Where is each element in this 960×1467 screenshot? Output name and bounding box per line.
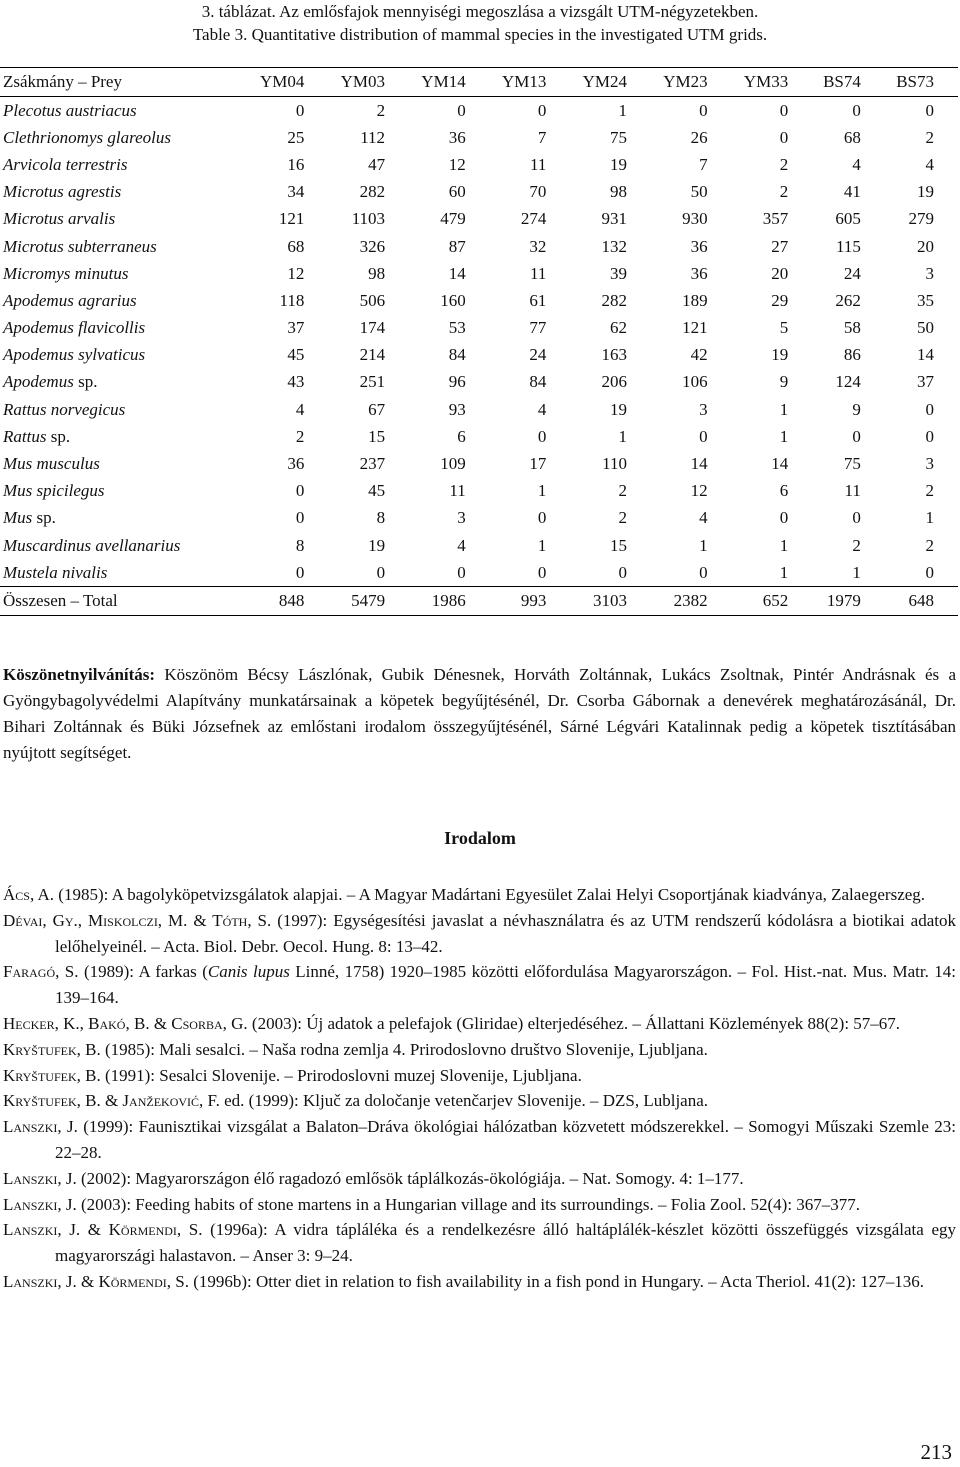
count-cell: 2: [295, 426, 305, 446]
table-header-row: [0, 68, 958, 97]
reference-authors: Lanszki, J.: [3, 1168, 77, 1188]
reference-entry: [3, 1011, 956, 1037]
count-cell: 1103: [351, 209, 386, 229]
total-cell: 1979: [810, 587, 883, 615]
count-cell: 0: [376, 562, 386, 582]
count-cell: 34: [287, 182, 305, 202]
count-cell: 0: [295, 100, 305, 120]
count-cell: 0: [537, 426, 547, 446]
count-cell: 5: [779, 318, 789, 338]
count-cell: 2: [618, 508, 627, 528]
table-row: [0, 260, 958, 287]
count-cell: 12: [690, 481, 708, 501]
count-cell: 12: [287, 263, 305, 283]
reference-text: (2003): Új adatok a pelefajok (Gliridae) elterjedéséhez. – Állattani Közlemények 88(2): 57–67.: [247, 1013, 901, 1033]
references-list: [3, 882, 956, 1295]
reference-authors: Lanszki, J.: [3, 1117, 78, 1137]
table-caption-hungarian: 3. táblázat. Az emlősfajok mennyiségi megoszlása a vizsgált UTM-négyzetekben.: [201, 2, 759, 21]
count-cell: 35: [917, 290, 934, 310]
reference-entry: [3, 1166, 956, 1192]
count-cell: 14: [771, 454, 789, 474]
table-row: [0, 233, 958, 260]
total-cell: 993: [488, 587, 569, 615]
species-name-text: Microtus agrestis: [3, 182, 122, 202]
reference-entry: [3, 959, 956, 1011]
count-cell: 41: [843, 182, 861, 202]
species-name-text: Mus: [3, 508, 33, 528]
references-heading: Irodalom: [444, 828, 516, 848]
count-cell: 0: [295, 562, 305, 582]
count-cell: 0: [779, 127, 789, 147]
count-cell: 24: [843, 263, 861, 283]
count-cell: 1: [618, 426, 627, 446]
count-cell: 98: [368, 263, 386, 283]
count-cell: 3: [457, 508, 466, 528]
count-cell: 115: [836, 236, 861, 256]
reference-text: (1985): Mali sesalci. – Naša rodna zemlja 4. Prirodoslovno društvo Slovenije, Ljubljana.: [100, 1039, 708, 1059]
reference-authors: Faragó, S.: [3, 962, 79, 982]
total-cell: 652: [730, 587, 811, 615]
reference-authors: Lanszki, J.: [3, 1194, 77, 1214]
count-cell: 0: [457, 562, 466, 582]
count-cell: 0: [699, 100, 708, 120]
count-cell: 0: [537, 562, 547, 582]
count-cell: 279: [908, 209, 934, 229]
count-cell: 58: [843, 318, 861, 338]
acknowledgement-label: Köszönetnyilvánítás:: [3, 665, 156, 684]
count-cell: 0: [925, 100, 934, 120]
count-cell: 0: [779, 508, 789, 528]
reference-authors: Kryštufek, B.: [3, 1039, 101, 1059]
count-cell: 4: [925, 154, 934, 174]
count-cell: 19: [917, 182, 934, 202]
species-name: [0, 369, 246, 396]
count-cell: 27: [771, 236, 789, 256]
count-cell: 17: [529, 454, 547, 474]
species-name-text: Rattus norvegicus: [3, 399, 126, 419]
count-cell: 26: [690, 127, 708, 147]
count-cell: 25: [287, 127, 305, 147]
column-header-grid: YM03: [326, 68, 407, 97]
table-row: [0, 369, 958, 396]
count-cell: 45: [287, 345, 305, 365]
count-cell: 2: [376, 100, 386, 120]
count-cell: 0: [618, 562, 627, 582]
species-name: [0, 532, 246, 559]
count-cell: 206: [601, 372, 627, 392]
count-cell: 2: [779, 154, 789, 174]
count-cell: 11: [529, 263, 547, 283]
count-cell: 96: [448, 372, 466, 392]
reference-entry: [3, 1088, 956, 1114]
reference-text: (2002): Magyarországon élő ragadozó emlősök táplálkozás-ökológiája. – Nat. Somogy. 4: 1–177.: [76, 1168, 744, 1188]
count-cell: 1: [537, 481, 547, 501]
reference-text: (1996a): A vidra tápláléka és a rendelkezésre álló haltáplálék-készlet közötti összefüggés vizsgálata egy magyarországi halastavon. – Anser 3: 9–24.: [55, 1220, 956, 1266]
table-row: [0, 559, 958, 587]
count-cell: 0: [925, 426, 934, 446]
reference-text: (1985): A bagolyköpetvizsgálatok alapjai. – A Magyar Madártani Egyesület Zalai Helyi Csoportjának kiadványa, Zalaegerszeg.: [54, 885, 926, 904]
count-cell: 0: [925, 562, 934, 582]
count-cell: 93: [448, 399, 466, 419]
table-row: [0, 124, 958, 151]
count-cell: 6: [457, 426, 466, 446]
count-cell: 0: [925, 399, 934, 419]
count-cell: 124: [835, 372, 861, 392]
species-name-text: Plecotus austriacus: [3, 100, 137, 120]
species-suffix: sp.: [46, 426, 71, 446]
total-cell: 648: [883, 587, 958, 615]
count-cell: 50: [690, 182, 708, 202]
count-cell: 0: [699, 426, 708, 446]
count-cell: 68: [287, 236, 305, 256]
count-cell: 251: [359, 372, 386, 392]
count-cell: 479: [440, 209, 466, 229]
reference-text: (1989): A farkas (: [78, 962, 208, 982]
count-cell: 282: [359, 182, 386, 202]
count-cell: 1: [699, 535, 708, 555]
species-name-text: Mustela nivalis: [3, 562, 108, 582]
count-cell: 62: [609, 318, 627, 338]
count-cell: 163: [601, 345, 627, 365]
count-cell: 506: [359, 290, 386, 310]
reference-authors: Dévai, Gy., Miskolczi, M. & Tóth, S.: [3, 910, 272, 930]
species-name-text: Mus spicilegus: [3, 481, 105, 501]
table-body: [0, 97, 958, 616]
species-name: [0, 315, 246, 342]
page-number: 213: [920, 1440, 952, 1464]
count-cell: 98: [609, 182, 627, 202]
reference-authors: Ács, A.: [3, 885, 55, 904]
count-cell: 60: [448, 182, 466, 202]
count-cell: 19: [771, 345, 789, 365]
reference-entry: [3, 908, 956, 960]
column-header-grid: YM33: [730, 68, 811, 97]
reference-entry: [3, 1063, 956, 1089]
count-cell: 84: [529, 372, 547, 392]
column-header-grid: YM14: [407, 68, 488, 97]
count-cell: 19: [368, 535, 386, 555]
reference-entry: [3, 1192, 956, 1218]
count-cell: 2: [779, 182, 789, 202]
count-cell: 20: [917, 236, 934, 256]
count-cell: 37: [917, 372, 934, 392]
reference-text: ed. (1999): Ključ za določanje vetenčarjev Slovenije. – DZS, Lubljana.: [219, 1091, 709, 1111]
count-cell: 1: [779, 426, 789, 446]
count-cell: 75: [609, 127, 627, 147]
column-header-prey: Zsákmány – Prey: [0, 68, 246, 97]
reference-authors: Kryštufek, B. & Janžeković, F.: [3, 1091, 220, 1111]
reference-authors: Kryštufek, B.: [3, 1065, 101, 1085]
count-cell: 9: [779, 372, 789, 392]
reference-text: (1991): Sesalci Slovenije. – Prirodoslovni muzej Slovenije, Ljubljana.: [100, 1065, 582, 1085]
table-row: [0, 423, 958, 450]
species-name-text: Muscardinus avellanarius: [3, 535, 181, 555]
count-cell: 14: [690, 454, 708, 474]
reference-entry: [3, 1037, 956, 1063]
species-name: [0, 206, 246, 233]
species-name-text: Apodemus flavicollis: [3, 318, 146, 338]
count-cell: 1: [852, 562, 861, 582]
count-cell: 0: [852, 100, 861, 120]
count-cell: 174: [359, 318, 386, 338]
table-row: [0, 396, 958, 423]
count-cell: 50: [917, 318, 934, 338]
species-name: [0, 505, 246, 532]
species-name-text: Microtus arvalis: [3, 209, 116, 229]
species-name-text: Apodemus agrarius: [3, 290, 137, 310]
table-row: [0, 151, 958, 178]
count-cell: 36: [690, 236, 708, 256]
species-name: [0, 233, 246, 260]
count-cell: 84: [448, 345, 466, 365]
species-name: [0, 342, 246, 369]
count-cell: 19: [609, 154, 627, 174]
count-cell: 15: [368, 426, 386, 446]
reference-text: (1996b): Otter diet in relation to fish availability in a fish pond in Hungary. – Acta Theriol. 41(2): 127–136.: [188, 1271, 925, 1291]
count-cell: 20: [771, 263, 789, 283]
table-row: [0, 478, 958, 505]
total-cell: 2382: [649, 587, 730, 615]
species-name: [0, 396, 246, 423]
reference-text: (1999): Faunisztikai vizsgálat a Balaton–Dráva ökológiai hálózatban közvetett módszerekkel. – Somogyi Műszaki Szemle 23: 22–28.: [55, 1117, 957, 1162]
count-cell: 68: [843, 127, 861, 147]
count-cell: 1: [537, 535, 547, 555]
count-cell: 1: [925, 508, 934, 528]
column-header-grid: YM24: [568, 68, 649, 97]
table-row: [0, 97, 958, 125]
count-cell: 24: [529, 345, 547, 365]
count-cell: 75: [843, 454, 861, 474]
count-cell: 605: [835, 209, 861, 229]
count-cell: 3: [925, 454, 934, 474]
species-name-text: Arvicola terrestris: [3, 154, 128, 174]
reference-authors: Lanszki, J. & Körmendi, S.: [3, 1220, 203, 1240]
count-cell: 3: [925, 263, 934, 283]
count-cell: 86: [843, 345, 861, 365]
count-cell: 47: [368, 154, 386, 174]
count-cell: 2: [618, 481, 627, 501]
count-cell: 87: [448, 236, 466, 256]
table-row: [0, 287, 958, 314]
count-cell: 16: [287, 154, 305, 174]
count-cell: 61: [529, 290, 547, 310]
count-cell: 1: [779, 535, 789, 555]
count-cell: 4: [295, 399, 305, 419]
acknowledgement-paragraph: [3, 662, 956, 766]
count-cell: 8: [295, 535, 305, 555]
count-cell: 282: [601, 290, 627, 310]
column-header-grid: BS74: [810, 68, 883, 97]
count-cell: 11: [529, 154, 547, 174]
count-cell: 121: [278, 209, 305, 229]
count-cell: 4: [699, 508, 708, 528]
count-cell: 12: [448, 154, 466, 174]
species-name-text: Apodemus: [3, 372, 74, 392]
count-cell: 9: [852, 399, 861, 419]
species-name: [0, 97, 246, 125]
count-cell: 118: [279, 290, 305, 310]
count-cell: 160: [440, 290, 466, 310]
species-name: [0, 260, 246, 287]
table-row: [0, 179, 958, 206]
count-cell: 262: [835, 290, 861, 310]
column-header-grid: BS73: [883, 68, 958, 97]
count-cell: 0: [295, 481, 305, 501]
count-cell: 8: [376, 508, 386, 528]
count-cell: 112: [360, 127, 386, 147]
count-cell: 2: [852, 535, 861, 555]
table-row: [0, 315, 958, 342]
count-cell: 45: [368, 481, 386, 501]
acknowledgement-text: Köszönöm Bécsy Lászlónak, Gubik Dénesnek, Horváth Zoltánnak, Lukács Zsoltnak, Pintér Andrásnak és a Gyöngybagolyvédelmi Alapítvány munkatársainak a köpetek begyűjtésénél, Dr. Csorba Gábornak a denevérek meghatározásánál, Dr. Bihari Zoltánnak és Büki Józsefnek az emlőstani irodalom összegyűjtésénél, Sárné Légvári Katalinnak pedig a köpetek tisztításában nyújtott segítséget.: [3, 665, 956, 762]
species-suffix: sp.: [73, 372, 98, 392]
species-name: [0, 559, 246, 587]
count-cell: 36: [690, 263, 708, 283]
total-cell: 848: [246, 587, 327, 615]
count-cell: 6: [779, 481, 789, 501]
count-cell: 1: [779, 399, 789, 419]
species-name-text: Microtus subterraneus: [3, 236, 157, 256]
count-cell: 237: [359, 454, 386, 474]
table-row: [0, 505, 958, 532]
count-cell: 42: [690, 345, 708, 365]
count-cell: 7: [699, 154, 708, 174]
table-row: [0, 206, 958, 233]
species-name-text: Clethrionomys glareolus: [3, 127, 171, 147]
count-cell: 3: [699, 399, 708, 419]
total-label: Összesen – Total: [0, 587, 246, 615]
count-cell: 43: [287, 372, 305, 392]
total-cell: 1986: [407, 587, 488, 615]
table-row: [0, 342, 958, 369]
table-row: [0, 450, 958, 477]
count-cell: 36: [287, 454, 305, 474]
species-name: [0, 124, 246, 151]
count-cell: 37: [287, 318, 305, 338]
table-caption-english: Table 3. Quantitative distribution of mammal species in the investigated UTM grids.: [192, 25, 768, 44]
column-header-grid: YM04: [246, 68, 327, 97]
total-row: [0, 587, 958, 615]
count-cell: 7: [537, 127, 547, 147]
count-cell: 29: [771, 290, 789, 310]
count-cell: 39: [609, 263, 627, 283]
species-name: [0, 423, 246, 450]
count-cell: 0: [457, 100, 466, 120]
species-name: [0, 179, 246, 206]
count-cell: 1: [618, 100, 627, 120]
reference-authors: Lanszki, J. & Körmendi, S.: [3, 1271, 189, 1291]
count-cell: 0: [537, 508, 547, 528]
species-name: [0, 287, 246, 314]
count-cell: 0: [537, 100, 547, 120]
column-header-grid: YM23: [649, 68, 730, 97]
count-cell: 189: [682, 290, 708, 310]
species-name: [0, 151, 246, 178]
count-cell: 77: [529, 318, 547, 338]
count-cell: 4: [537, 399, 547, 419]
count-cell: 11: [844, 481, 861, 501]
count-cell: 4: [457, 535, 466, 555]
reference-entry: [3, 1217, 956, 1269]
count-cell: 53: [448, 318, 466, 338]
count-cell: 36: [448, 127, 466, 147]
count-cell: 357: [762, 209, 789, 229]
total-cell: 5479: [326, 587, 407, 615]
count-cell: 2: [925, 481, 934, 501]
count-cell: 0: [699, 562, 708, 582]
reference-authors: Hecker, K., Bakó, B. & Csorba, G.: [3, 1013, 248, 1033]
reference-text-continued: Linné, 1758) 1920–1985 közötti előfordulása Magyarországon. – Fol. Hist.-nat. Mus. Matr. 14: 139–164.: [55, 962, 957, 1008]
reference-text: (1997): Egységesítési javaslat a névhasználatra és az UTM rendszerű kódolásra a biotikai adatok lelőhelyeinél. – Acta. Biol. Debr. Oecol. Hung. 8: 13–42.: [55, 910, 956, 956]
count-cell: 0: [295, 508, 305, 528]
count-cell: 121: [682, 318, 708, 338]
reference-entry: [3, 1269, 956, 1295]
total-cell: 3103: [568, 587, 649, 615]
species-name-text: Apodemus sylvaticus: [3, 345, 146, 365]
count-cell: 132: [601, 236, 627, 256]
count-cell: 14: [917, 345, 934, 365]
count-cell: 4: [852, 154, 861, 174]
count-cell: 0: [852, 426, 861, 446]
count-cell: 0: [852, 508, 861, 528]
count-cell: 274: [520, 209, 547, 229]
count-cell: 32: [529, 236, 547, 256]
species-name-text: Rattus: [3, 426, 47, 446]
species-name-text: Mus musculus: [3, 454, 100, 474]
species-name-text: Micromys minutus: [3, 263, 129, 283]
count-cell: 0: [779, 100, 789, 120]
count-cell: 15: [609, 535, 627, 555]
count-cell: 106: [682, 372, 708, 392]
count-cell: 214: [359, 345, 386, 365]
table-row: [0, 532, 958, 559]
species-name: [0, 450, 246, 477]
reference-italic-taxon: Canis lupus: [207, 962, 290, 982]
count-cell: 70: [529, 182, 547, 202]
reference-entry: [3, 1114, 956, 1166]
species-suffix: sp.: [32, 508, 56, 528]
count-cell: 19: [609, 399, 627, 419]
column-header-grid: YM13: [488, 68, 569, 97]
count-cell: 11: [449, 481, 466, 501]
count-cell: 67: [368, 399, 386, 419]
mammal-distribution-table: [0, 67, 958, 616]
count-cell: 2: [925, 127, 934, 147]
count-cell: 326: [359, 236, 386, 256]
count-cell: 2: [925, 535, 934, 555]
reference-entry: [3, 882, 956, 908]
reference-text: (2003): Feeding habits of stone martens in a Hungarian village and its surroundings. – Folia Zool. 52(4): 367–377.: [76, 1194, 861, 1214]
count-cell: 931: [601, 209, 627, 229]
species-name: [0, 478, 246, 505]
count-cell: 14: [448, 263, 466, 283]
count-cell: 930: [682, 209, 708, 229]
count-cell: 109: [440, 454, 466, 474]
count-cell: 1: [779, 562, 789, 582]
count-cell: 110: [602, 454, 627, 474]
